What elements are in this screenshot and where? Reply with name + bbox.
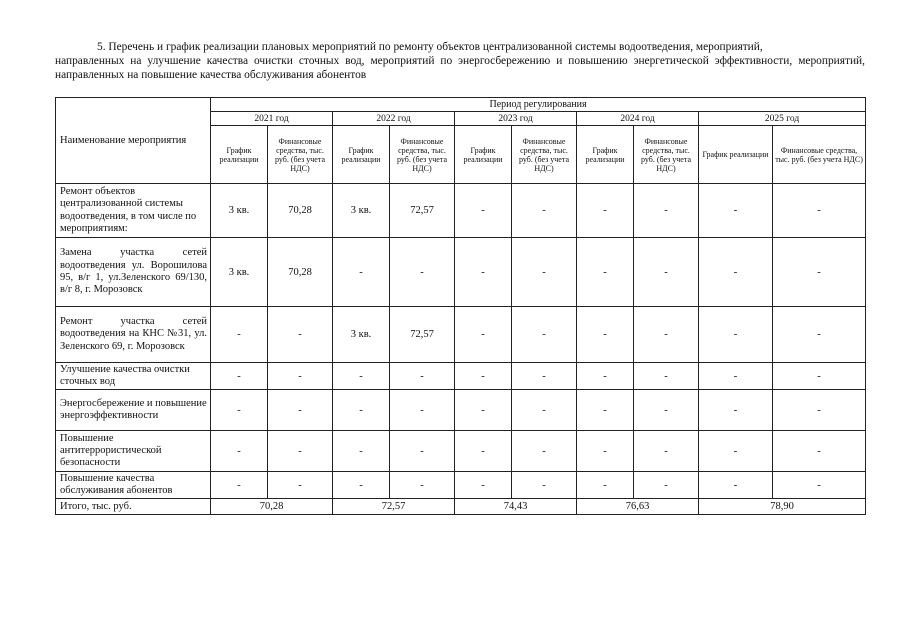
cell: -: [211, 390, 268, 431]
cell: -: [577, 238, 634, 307]
row-name: Улучшение качества очистки сточных вод: [56, 363, 211, 390]
total-2022: 72,57: [333, 499, 455, 515]
table-row: [56, 307, 866, 363]
cell: -: [634, 307, 699, 363]
cell: -: [390, 431, 455, 472]
table-row: [56, 363, 866, 390]
finance-subheader: Финансовые средства, тыс. руб. (без учета НДС): [390, 126, 455, 184]
year-header-2024: 2024 год: [577, 112, 699, 126]
cell: -: [268, 472, 333, 499]
cell: -: [634, 431, 699, 472]
cell: 3 кв.: [333, 184, 390, 238]
cell: 70,28: [268, 184, 333, 238]
total-2024: 76,63: [577, 499, 699, 515]
cell: -: [773, 431, 866, 472]
cell: -: [634, 363, 699, 390]
cell: -: [577, 472, 634, 499]
cell: -: [699, 472, 773, 499]
cell: 72,57: [390, 184, 455, 238]
cell: -: [390, 390, 455, 431]
cell: -: [699, 431, 773, 472]
cell: -: [634, 238, 699, 307]
cell: -: [211, 472, 268, 499]
total-2021: 70,28: [211, 499, 333, 515]
total-2025: 78,90: [699, 499, 866, 515]
cell: -: [773, 390, 866, 431]
row-name: Энергосбережение и повышение энергоэффективности: [56, 390, 211, 431]
total-row: [56, 499, 866, 515]
cell: -: [512, 363, 577, 390]
finance-subheader: Финансовые средства, тыс. руб. (без учета НДС): [634, 126, 699, 184]
cell: -: [773, 184, 866, 238]
schedule-subheader: График реализации: [455, 126, 512, 184]
cell: 70,28: [268, 238, 333, 307]
finance-subheader: Финансовые средства, тыс. руб. (без учета НДС): [268, 126, 333, 184]
table-row: [56, 238, 866, 307]
cell: -: [333, 431, 390, 472]
table-row: [56, 184, 866, 238]
cell: -: [455, 307, 512, 363]
cell: -: [577, 390, 634, 431]
cell: -: [268, 390, 333, 431]
total-2023: 74,43: [455, 499, 577, 515]
row-name: Ремонт участка сетей водоотведения на КНС №31, ул. Зеленского 69, г. Морозовск: [56, 307, 211, 363]
cell: -: [773, 472, 866, 499]
cell: -: [512, 307, 577, 363]
cell: -: [699, 238, 773, 307]
cell: -: [333, 472, 390, 499]
cell: -: [455, 184, 512, 238]
schedule-subheader: График реализации: [577, 126, 634, 184]
row-name: Ремонт объектов централизованной системы водоотведения, в том числе по мероприятиям:: [56, 184, 211, 238]
cell: -: [699, 390, 773, 431]
cell: -: [634, 390, 699, 431]
cell: -: [773, 363, 866, 390]
cell: -: [268, 307, 333, 363]
cell: -: [333, 363, 390, 390]
name-column-header: Наименование мероприятия: [56, 98, 211, 184]
schedule-subheader: График реализации: [699, 126, 773, 184]
cell: -: [455, 390, 512, 431]
cell: -: [455, 238, 512, 307]
cell: -: [577, 184, 634, 238]
year-header-2025: 2025 год: [699, 112, 866, 126]
year-header-2022: 2022 год: [333, 112, 455, 126]
cell: -: [455, 363, 512, 390]
cell: 72,57: [390, 307, 455, 363]
cell: -: [512, 184, 577, 238]
table-row: [56, 431, 866, 472]
schedule-subheader: График реализации: [333, 126, 390, 184]
cell: -: [333, 390, 390, 431]
cell: -: [577, 363, 634, 390]
section-heading: [55, 40, 865, 82]
table-row: [56, 390, 866, 431]
cell: -: [268, 363, 333, 390]
plan-table: [55, 97, 866, 515]
cell: -: [211, 307, 268, 363]
cell: -: [455, 431, 512, 472]
period-header: Период регулирования: [211, 98, 866, 112]
cell: -: [455, 472, 512, 499]
cell: 3 кв.: [211, 184, 268, 238]
schedule-subheader: График реализации: [211, 126, 268, 184]
cell: -: [699, 307, 773, 363]
heading-line-1: 5. Перечень и график реализации плановых мероприятий по ремонту объектов централизованной системы водоотведения, мероприятий,: [97, 41, 763, 53]
cell: -: [634, 184, 699, 238]
row-name: Повышение качества обслуживания абонентов: [56, 472, 211, 499]
finance-subheader: Финансовые средства, тыс. руб. (без учета НДС): [773, 126, 866, 184]
cell: -: [512, 238, 577, 307]
heading-line-2: направленных на улучшение качества очистки сточных вод, мероприятий по энергосбережению и повышению энергетической эффективности,: [55, 55, 793, 67]
year-header-2023: 2023 год: [455, 112, 577, 126]
finance-subheader: Финансовые средства, тыс. руб. (без учета НДС): [512, 126, 577, 184]
heading-line-3: мероприятий, направленных на повышение качества обслуживания абонентов: [55, 55, 865, 81]
cell: -: [268, 431, 333, 472]
cell: -: [577, 307, 634, 363]
cell: -: [512, 431, 577, 472]
cell: -: [390, 363, 455, 390]
cell: -: [577, 431, 634, 472]
year-header-2021: 2021 год: [211, 112, 333, 126]
cell: -: [390, 238, 455, 307]
cell: 3 кв.: [333, 307, 390, 363]
cell: -: [699, 184, 773, 238]
cell: -: [773, 307, 866, 363]
cell: -: [390, 472, 455, 499]
cell: -: [211, 431, 268, 472]
cell: -: [634, 472, 699, 499]
cell: -: [512, 472, 577, 499]
cell: -: [773, 238, 866, 307]
cell: -: [333, 238, 390, 307]
cell: 3 кв.: [211, 238, 268, 307]
cell: -: [699, 363, 773, 390]
table-row: [56, 472, 866, 499]
row-name: Замена участка сетей водоотведения ул. Ворошилова 95, в/г 1, ул.Зеленского 69/130, в/г 8, г. Морозовск: [56, 238, 211, 307]
total-label: Итого, тыс. руб.: [56, 499, 211, 515]
cell: -: [512, 390, 577, 431]
cell: -: [211, 363, 268, 390]
row-name: Повышение антитеррористической безопасности: [56, 431, 211, 472]
